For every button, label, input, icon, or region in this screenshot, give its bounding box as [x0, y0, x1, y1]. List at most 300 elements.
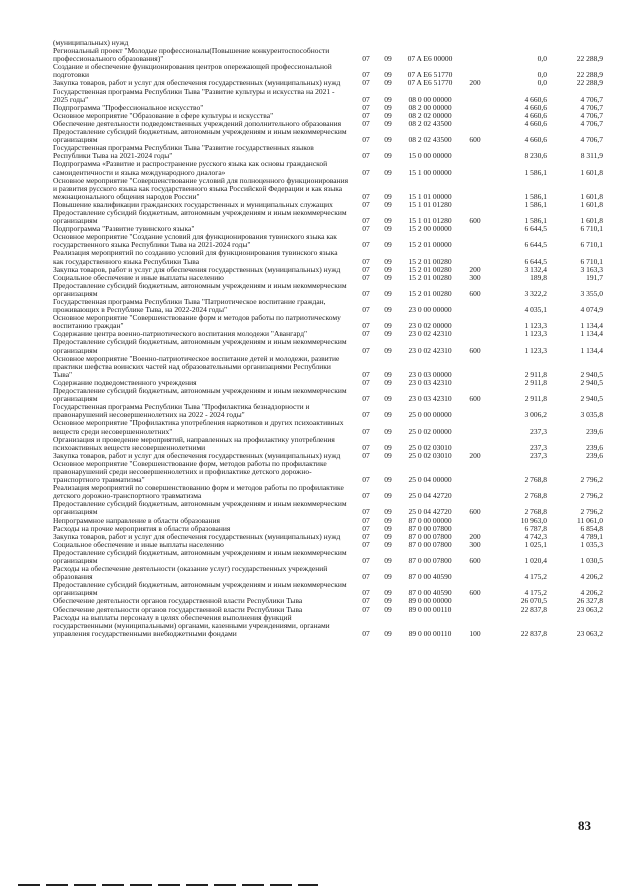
- row-name: Основное мероприятие "Профилактика употребления наркотиков и других психоактивных веществ среди несовершеннолетних": [53, 418, 344, 436]
- row-subsection: 09: [384, 94, 392, 104]
- table-row: [53, 338, 605, 354]
- table-row: [53, 484, 605, 500]
- row-expense-type: [461, 403, 489, 419]
- row-amount-year1: 22 837,8: [520, 604, 547, 614]
- row-section: 07: [362, 78, 370, 88]
- row-target-article: 25 0 02 00000: [408, 426, 452, 436]
- row-amount-year1: 4 175,2: [524, 588, 547, 598]
- row-subsection: 09: [384, 305, 392, 315]
- table-row: [53, 177, 605, 201]
- row-target-article: 15 1 01 01280: [408, 199, 452, 209]
- row-amount-year1: 1 123,3: [524, 329, 547, 339]
- row-target-article: 25 0 02 03010: [408, 450, 452, 460]
- table-row: [53, 128, 605, 144]
- row-subsection: 09: [384, 110, 392, 120]
- row-section: 07: [362, 515, 370, 525]
- row-name: Закупка товаров, работ и услуг для обеспечения государственных (муниципальных) нужд: [53, 531, 341, 541]
- row-expense-type: 600: [469, 288, 481, 298]
- row-target-article: 08 0 00 00000: [408, 94, 452, 104]
- row-amount-year2: 1 601,8: [580, 216, 603, 226]
- row-expense-type: [461, 606, 489, 614]
- row-target-article: 87 0 00 07800: [408, 539, 452, 549]
- row-section: 07: [362, 264, 370, 274]
- row-amount-year1: 1 025,1: [524, 539, 547, 549]
- row-subsection: 09: [384, 410, 392, 420]
- row-name: Непрограммное направление в области образования: [53, 515, 220, 525]
- row-name: Социальное обеспечение и иные выплаты населению: [53, 272, 224, 282]
- row-amount-year1: 237,3: [530, 442, 547, 452]
- row-expense-type: 300: [469, 272, 481, 282]
- row-target-article: 87 0 00 40590: [408, 588, 452, 598]
- row-target-article: 15 2 01 00280: [408, 288, 452, 298]
- table-row: [53, 88, 605, 104]
- row-amount-year2: 191,7: [586, 272, 603, 282]
- row-expense-type: [461, 177, 489, 201]
- row-section: 07: [362, 329, 370, 339]
- row-name: Основное мероприятие "Совершенствование форм, методов работы по профилактике правонарушений среди несовершеннолетних и профилактике детского дорожно-транспортного травматизма": [53, 458, 327, 485]
- row-section: 07: [362, 54, 370, 64]
- row-expense-type: [461, 201, 489, 209]
- row-name: Предоставление субсидий бюджетным, автономным учреждениям и иным некоммерческим организациям: [53, 127, 347, 145]
- row-amount-year2: 239,6: [586, 426, 603, 436]
- row-amount-year2: 26 327,8: [576, 596, 603, 606]
- row-expense-type: 600: [469, 588, 481, 598]
- row-name: Закупка товаров, работ и услуг для обеспечения государственных (муниципальных) нужд: [53, 450, 341, 460]
- row-amount-year1: 2 768,8: [524, 491, 547, 501]
- row-name: Обеспечение деятельности подведомственных учреждений дополнительного образования: [53, 118, 342, 128]
- row-amount-year1: 4 175,2: [524, 572, 547, 582]
- table-row: [53, 298, 605, 314]
- row-amount-year2: 3 355,0: [580, 288, 603, 298]
- page-number: 83: [578, 818, 591, 833]
- row-target-article: 15 2 01 00000: [408, 240, 452, 250]
- row-target-article: 15 2 00 00000: [408, 224, 452, 234]
- row-amount-year1: 4 660,6: [524, 135, 547, 145]
- table-row: [53, 160, 605, 176]
- budget-table: [53, 39, 605, 638]
- row-amount-year1: 1 586,1: [524, 167, 547, 177]
- row-expense-type: 600: [469, 556, 481, 565]
- row-expense-type: [461, 419, 489, 435]
- table-row: [53, 436, 605, 452]
- row-subsection: 09: [384, 523, 392, 533]
- row-name: Основное мероприятие "Военно-патриотическое воспитание детей и молодежи, развитие практики шефства воинских частей над образовательными организациями Республики Тыва": [53, 353, 340, 379]
- row-amount-year1: 2 911,8: [524, 369, 547, 379]
- row-subsection: 09: [384, 264, 392, 274]
- row-amount-year2: 1 035,3: [580, 539, 603, 549]
- row-subsection: 09: [384, 572, 392, 582]
- table-row: [53, 282, 605, 298]
- row-target-article: 23 0 03 42310: [408, 377, 452, 387]
- row-amount-year1: 22 837,8: [520, 628, 547, 638]
- row-expense-type: [461, 484, 489, 500]
- row-section: 07: [362, 426, 370, 436]
- row-subsection: 09: [384, 102, 392, 112]
- row-section: 07: [362, 450, 370, 460]
- row-expense-type: [461, 88, 489, 104]
- row-amount-year1: 0,0: [537, 54, 547, 64]
- row-subsection: 09: [384, 167, 392, 177]
- row-subsection: 09: [384, 442, 392, 452]
- row-expense-type: [461, 355, 489, 379]
- row-section: 07: [362, 240, 370, 250]
- row-name: Содержание подведомственного учреждения: [53, 377, 197, 387]
- row-amount-year1: 2 911,8: [524, 394, 547, 404]
- table-row: [53, 403, 605, 419]
- row-name: Расходы на обеспечение деятельности (оказание услуг) государственных учреждений образования: [53, 564, 328, 582]
- row-expense-type: 600: [469, 135, 481, 145]
- row-name: Расходы на выплаты персоналу в целях обеспечения выполнения функций государственными (муниципальными) органами, казенными учреждениями, органами управления государственными внебюджетными фондами: [53, 612, 330, 638]
- row-subsection: 09: [384, 377, 392, 387]
- row-amount-year2: 4 206,2: [580, 572, 603, 582]
- row-expense-type: [461, 249, 489, 265]
- row-name: Предоставление субсидий бюджетным, автономным учреждениям и иным некоммерческим организациям: [53, 386, 347, 404]
- row-amount-year1: 6 644,5: [524, 240, 547, 250]
- row-amount-year1: 6 787,8: [524, 523, 547, 533]
- row-target-article: 23 0 02 42310: [408, 345, 452, 355]
- row-subsection: 09: [384, 596, 392, 606]
- row-subsection: 09: [384, 329, 392, 339]
- row-section: 07: [362, 507, 370, 517]
- row-amount-year1: [489, 39, 547, 47]
- row-section: 07: [362, 491, 370, 501]
- row-amount-year2: 1 601,8: [580, 191, 603, 201]
- row-target-article: 08 2 02 00000: [408, 110, 452, 120]
- row-expense-type: [461, 39, 489, 47]
- row-name: Предоставление субсидий бюджетным, автономным учреждениям и иным некоммерческим организациям: [53, 580, 347, 598]
- row-subsection: 09: [384, 515, 392, 525]
- row-target-article: 07 A E6 51770: [407, 70, 453, 80]
- row-section: 07: [362, 199, 370, 209]
- row-amount-year2: 239,6: [586, 450, 603, 460]
- row-name: Основное мероприятие "Создание условий для функционирования тувинского языка как государственного языка Республики Тыва на 2021-2024 годы": [53, 232, 337, 250]
- row-name: Закупка товаров, работ и услуг для обеспечения государственных (муниципальных) нужд: [53, 78, 341, 88]
- row-name: Создание и обеспечение функционирования центров опережающей профессиональной подготовки: [53, 62, 332, 80]
- table-row: [53, 314, 605, 330]
- row-amount-year2: 4 706,7: [580, 110, 603, 120]
- row-expense-type: [461, 144, 489, 160]
- table-row: [53, 549, 605, 565]
- row-target-article: 25 0 04 42720: [408, 507, 452, 517]
- row-amount-year1: 4 742,3: [524, 531, 547, 541]
- row-section: 07: [362, 523, 370, 533]
- row-target-article: 25 0 04 42720: [408, 491, 452, 501]
- row-expense-type: [461, 104, 489, 112]
- row-amount-year1: 4 660,6: [524, 94, 547, 104]
- table-row: [53, 233, 605, 249]
- row-amount-year2: 6 710,1: [580, 224, 603, 234]
- row-section: 07: [362, 305, 370, 315]
- row-section: 07: [362, 216, 370, 226]
- row-target-article: 89 0 00 00000: [408, 596, 452, 606]
- row-amount-year2: 2 796,2: [580, 475, 603, 485]
- row-subsection: 09: [384, 588, 392, 598]
- row-amount-year2: 23 063,2: [576, 628, 603, 638]
- row-target-article: 87 0 00 07800: [408, 556, 452, 565]
- row-amount-year2: 3 163,3: [580, 264, 603, 274]
- row-target-article: 87 0 00 07800: [408, 531, 452, 541]
- row-expense-type: 200: [469, 78, 481, 88]
- row-section: 07: [362, 288, 370, 298]
- row-target-article: 89 0 00 00110: [408, 628, 452, 638]
- row-subsection: 09: [384, 191, 392, 201]
- row-name: Основное мероприятие "Совершенствование форм и методов работы по патриотическому воспитанию граждан": [53, 313, 341, 331]
- row-amount-year2: 4 789,1: [580, 531, 603, 541]
- row-target-article: 07 A E6 00000: [407, 54, 453, 64]
- table-row: [53, 460, 605, 484]
- row-name: Предоставление субсидий бюджетным, автономным учреждениям и иным некоммерческим организациям: [53, 280, 347, 298]
- row-amount-year1: 4 660,6: [524, 110, 547, 120]
- row-amount-year1: 1 020,4: [524, 556, 547, 565]
- row-subsection: 09: [384, 507, 392, 517]
- row-section: 07: [362, 377, 370, 387]
- row-name: Реализация мероприятий по совершенствованию форм и методов работы по профилактике детского дорожно-транспортного травматизма: [53, 483, 344, 501]
- row-target-article: 89 0 00 00110: [408, 604, 452, 614]
- row-subsection: 09: [384, 345, 392, 355]
- row-amount-year2: 1 134,4: [580, 329, 603, 339]
- row-target-article: 23 0 02 42310: [408, 329, 452, 339]
- row-expense-type: 600: [469, 345, 481, 355]
- row-section: 07: [362, 102, 370, 112]
- row-amount-year2: [547, 39, 605, 47]
- row-expense-type: 100: [469, 628, 481, 638]
- table-row: [53, 63, 605, 79]
- row-expense-type: [461, 314, 489, 330]
- row-amount-year2: 4 074,9: [580, 305, 603, 315]
- row-subsection: 09: [384, 118, 392, 128]
- row-target-article: 15 1 01 00000: [408, 191, 452, 201]
- row-amount-year2: 2 940,5: [580, 394, 603, 404]
- row-target-article: 87 0 00 40590: [408, 572, 452, 582]
- row-expense-type: 200: [469, 264, 481, 274]
- row-amount-year1: 8 230,6: [524, 151, 547, 161]
- row-target-article: 15 1 01 01280: [408, 216, 452, 226]
- row-section: 07: [362, 321, 370, 331]
- row-subsection: 09: [384, 54, 392, 64]
- row-name: Предоставление субсидий бюджетным, автономным учреждениям и иным некоммерческим организациям: [53, 337, 347, 355]
- budget-table-body: [53, 39, 605, 638]
- row-amount-year2: 1 030,5: [580, 556, 603, 565]
- row-target-article: 15 0 00 00000: [408, 151, 452, 161]
- row-amount-year1: 2 768,8: [524, 507, 547, 517]
- row-section: 07: [362, 394, 370, 404]
- row-subsection: 09: [384, 531, 392, 541]
- row-amount-year2: 8 311,9: [580, 151, 603, 161]
- row-name: Государственная программа Республики Тыва "Профилактика безнадзорности и правонарушений несовершеннолетних на 2022 - 2024 годы": [53, 402, 310, 420]
- row-name: Государственная программа Республики Тыва "Развитие государственных языков Республики Тыва на 2021-2024 годы": [53, 143, 314, 161]
- row-section: 07: [362, 256, 370, 266]
- row-name: Основное мероприятие "Совершенствование условий для полноценного функционирования и развития русского языка как государственного языка Российской Федерации и как языка межнационального общения народов России": [53, 175, 349, 201]
- row-amount-year2: 1 601,8: [580, 167, 603, 177]
- row-target-article: 25 0 02 03010: [408, 442, 452, 452]
- row-amount-year2: 11 061,0: [577, 515, 603, 525]
- row-section: 07: [362, 118, 370, 128]
- row-name: Предоставление субсидий бюджетным, автономным учреждениям и иным некоммерческим организациям: [53, 207, 347, 226]
- row-expense-type: [461, 330, 489, 338]
- row-expense-type: [461, 112, 489, 120]
- row-section: [355, 39, 377, 47]
- row-subsection: 09: [384, 556, 392, 565]
- row-target-article: 15 2 01 00280: [408, 272, 452, 282]
- row-amount-year2: 1 134,4: [580, 321, 603, 331]
- row-section: 07: [362, 531, 370, 541]
- row-expense-type: 600: [469, 507, 481, 517]
- row-section: 07: [362, 556, 370, 565]
- row-expense-type: 600: [469, 216, 481, 226]
- row-section: 07: [362, 604, 370, 614]
- row-name: Государственная программа Республики Тыва "Патриотическое воспитание граждан, проживающих в Республике Тыва, на 2022-2024 годы": [53, 297, 326, 315]
- footer-rule: [18, 884, 318, 886]
- row-name: Подпрограмма "Профессиональное искусство": [53, 102, 204, 112]
- row-subsection: 09: [384, 216, 392, 226]
- row-expense-type: [461, 379, 489, 387]
- row-expense-type: [461, 63, 489, 79]
- row-target-article: 15 2 01 00280: [408, 256, 452, 266]
- table-row: [53, 144, 605, 160]
- row-amount-year2: 2 940,5: [580, 377, 603, 387]
- row-expense-type: [461, 225, 489, 233]
- row-amount-year1: 6 644,5: [524, 256, 547, 266]
- row-section: 07: [362, 410, 370, 420]
- table-row: [53, 47, 605, 63]
- table-row: [53, 209, 605, 225]
- row-amount-year1: 3 006,2: [524, 410, 547, 420]
- row-amount-year1: 237,3: [530, 450, 547, 460]
- row-amount-year2: 4 206,2: [580, 588, 603, 598]
- row-expense-type: 200: [469, 531, 481, 541]
- row-target-article: 08 2 02 43500: [408, 135, 452, 145]
- row-amount-year2: 6 854,8: [580, 523, 603, 533]
- row-subsection: 09: [384, 240, 392, 250]
- row-section: 07: [362, 224, 370, 234]
- row-subsection: 09: [384, 394, 392, 404]
- row-amount-year2: 1 134,4: [580, 345, 603, 355]
- row-amount-year2: 22 288,9: [576, 54, 603, 64]
- table-row: [53, 419, 605, 435]
- row-subsection: 09: [384, 224, 392, 234]
- table-row: [53, 614, 605, 638]
- row-section: 07: [362, 539, 370, 549]
- row-amount-year1: 2 911,8: [524, 377, 547, 387]
- row-target-article: 25 0 00 00000: [408, 410, 452, 420]
- row-name: Региональный проект "Молодые профессионалы(Повышение конкурентоспособности профессионального образования)": [53, 46, 330, 64]
- row-expense-type: 300: [469, 539, 481, 549]
- row-subsection: 09: [384, 199, 392, 209]
- row-amount-year2: 239,6: [586, 442, 603, 452]
- row-amount-year2: 6 710,1: [580, 256, 603, 266]
- row-name: Содержание центра военно-патриотического воспитания молодежи "Авангард": [53, 329, 308, 339]
- row-subsection: [377, 39, 399, 47]
- row-subsection: 09: [384, 151, 392, 161]
- row-amount-year1: 4 660,6: [524, 102, 547, 112]
- row-amount-year2: 4 706,7: [580, 135, 603, 145]
- row-amount-year1: 4 035,1: [524, 305, 547, 315]
- row-name: (муниципальных) нужд: [53, 38, 129, 47]
- table-row: [53, 355, 605, 379]
- row-amount-year1: 1 586,1: [524, 216, 547, 226]
- row-amount-year1: 0,0: [537, 70, 547, 80]
- row-name: Подпрограмма "Развитие тувинского языка": [53, 224, 195, 234]
- row-expense-type: [461, 597, 489, 605]
- row-name: Основное мероприятие "Образование в сфере культуры и искусства": [53, 110, 274, 120]
- row-target-article: [399, 39, 461, 47]
- row-subsection: 09: [384, 628, 392, 638]
- row-amount-year1: 2 768,8: [524, 475, 547, 485]
- row-target-article: 23 0 00 00000: [408, 305, 452, 315]
- row-section: 07: [362, 94, 370, 104]
- row-subsection: 09: [384, 604, 392, 614]
- row-amount-year1: 4 660,6: [524, 118, 547, 128]
- row-expense-type: [461, 120, 489, 128]
- row-target-article: 87 0 00 07800: [408, 523, 452, 533]
- row-section: 07: [362, 70, 370, 80]
- row-target-article: 15 2 01 00280: [408, 264, 452, 274]
- row-target-article: 25 0 04 00000: [408, 475, 452, 485]
- row-amount-year1: 6 644,5: [524, 224, 547, 234]
- row-amount-year2: 23 063,2: [576, 604, 603, 614]
- row-subsection: 09: [384, 426, 392, 436]
- row-name: Повышение квалификации гражданских государственных и муниципальных служащих: [53, 199, 333, 209]
- row-subsection: 09: [384, 135, 392, 145]
- table-row: [53, 249, 605, 265]
- row-section: 07: [362, 272, 370, 282]
- table-row: [53, 500, 605, 516]
- row-expense-type: [461, 517, 489, 525]
- row-subsection: 09: [384, 78, 392, 88]
- row-expense-type: [461, 565, 489, 581]
- row-amount-year1: 1 123,3: [524, 321, 547, 331]
- row-amount-year2: 2 796,2: [580, 507, 603, 517]
- row-subsection: 09: [384, 491, 392, 501]
- row-subsection: 09: [384, 288, 392, 298]
- row-amount-year2: 22 288,9: [576, 70, 603, 80]
- row-amount-year1: 1 586,1: [524, 191, 547, 201]
- row-target-article: 87 0 00 00000: [408, 515, 452, 525]
- row-amount-year1: 3 132,4: [524, 264, 547, 274]
- row-expense-type: [461, 160, 489, 176]
- row-section: 07: [362, 135, 370, 145]
- row-amount-year1: 237,3: [530, 426, 547, 436]
- row-name: Социальное обеспечение и иные выплаты населению: [53, 539, 224, 549]
- row-expense-type: 200: [469, 450, 481, 460]
- row-target-article: 23 0 02 00000: [408, 321, 452, 331]
- row-subsection: 09: [384, 475, 392, 485]
- row-amount-year1: 1 123,3: [524, 345, 547, 355]
- row-amount-year1: 3 322,2: [524, 288, 547, 298]
- row-name: Подпрограмма «Развитие и распространение русского языка как основы гражданской самоидентичности и языка международного диалога»: [53, 159, 328, 177]
- row-section: 07: [362, 110, 370, 120]
- row-name: Обеспечение деятельности органов государственной власти Республики Тыва: [53, 596, 303, 606]
- table-row: [53, 581, 605, 597]
- row-amount-year1: 189,8: [530, 272, 547, 282]
- row-section: 07: [362, 596, 370, 606]
- row-subsection: 09: [384, 70, 392, 80]
- row-subsection: 09: [384, 256, 392, 266]
- row-expense-type: 600: [469, 394, 481, 404]
- row-target-article: 15 1 00 00000: [408, 167, 452, 177]
- row-amount-year2: 2 940,5: [580, 369, 603, 379]
- row-amount-year1: 26 070,5: [520, 596, 547, 606]
- row-amount-year1: 10 963,0: [520, 515, 547, 525]
- row-amount-year2: 3 035,8: [580, 410, 603, 420]
- row-name: Закупка товаров, работ и услуг для обеспечения государственных (муниципальных) нужд: [53, 264, 341, 274]
- row-target-article: 23 0 03 42310: [408, 394, 452, 404]
- row-amount-year2: 4 706,7: [580, 102, 603, 112]
- row-subsection: 09: [384, 321, 392, 331]
- row-amount-year2: 6 710,1: [580, 240, 603, 250]
- row-name: Реализация мероприятий по созданию условий для функционирования тувинского языка как государственного языка Республики Тыва: [53, 248, 338, 266]
- row-expense-type: [461, 460, 489, 484]
